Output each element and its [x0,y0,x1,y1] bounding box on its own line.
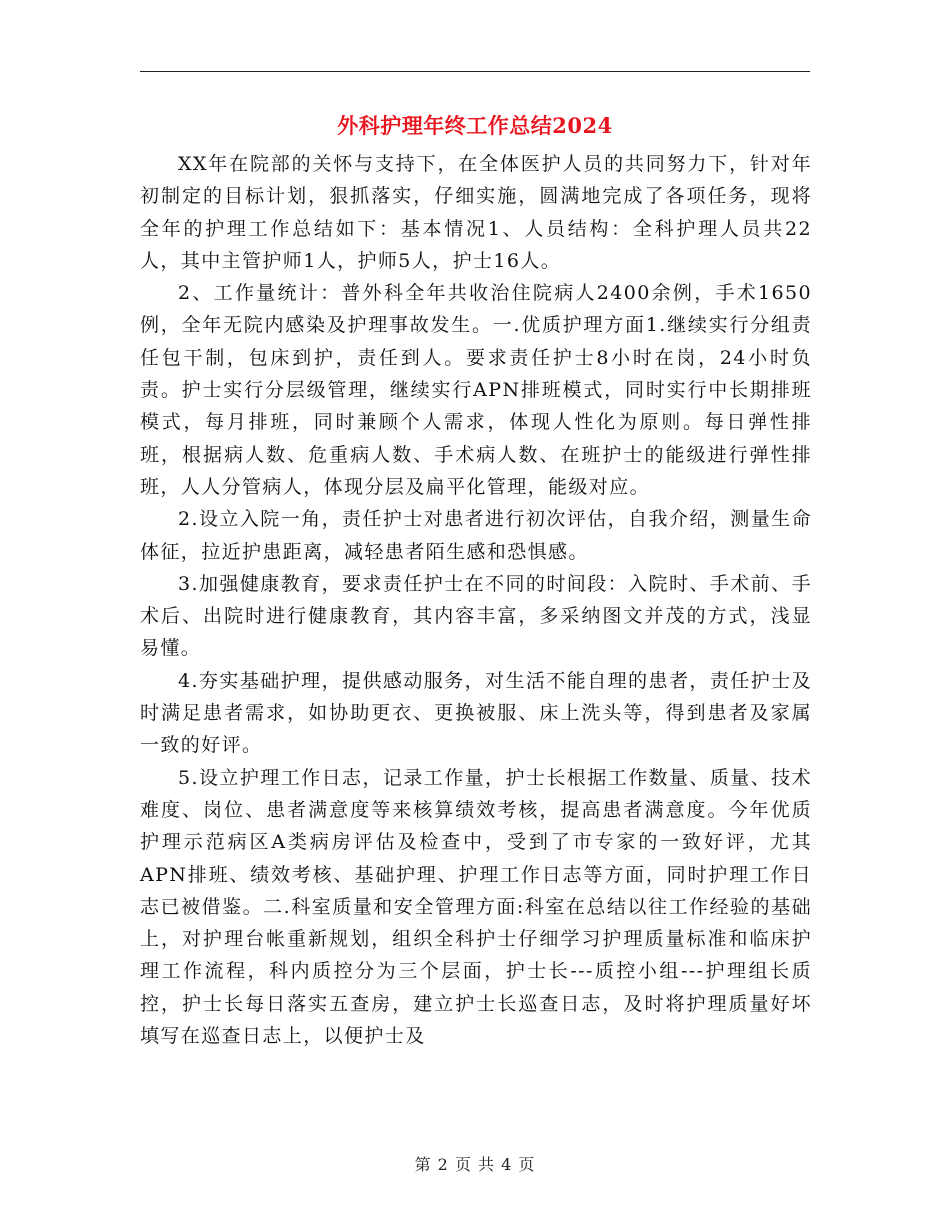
paragraph-health-education: 3.加强健康教育，要求责任护士在不同的时间段：入院时、手术前、手术后、出院时进行健康教育，其内容丰富，多采纳图文并茂的方式，浅显易懂。 [140,572,812,660]
document-body [140,148,812,1052]
page-footer: 第 2 页 共 4 页 [414,1155,536,1174]
paragraph-work-log: 5.设立护理工作日志，记录工作量，护士长根据工作数量、质量、技术难度、岗位、患者满意度等来核算绩效考核，提高患者满意度。今年优质护理示范病区A类病房评估及检查中，受到了市专家的一致好评，尤其APN排班、绩效考核、基础护理、护理工作日志等方面，同时护理工作日志已被借鉴。二.科室质量和安全管理方面:科室在总结以往工作经验的基础上，对护理台帐重新规划，组织全科护士仔细学习护理质量标准和临床护理工作流程，科内质控分为三个层面，护士长---质控小组---护理组长质控，护士长每日落实五查房，建立护士长巡查日志，及时将护理质量好坏填写在巡查日志上，以便护士及 [140,766,812,1048]
header-rule [140,71,810,72]
paragraph-basic-nursing: 4.夯实基础护理，提供感动服务，对生活不能自理的患者，责任护士及时满足患者需求，如协助更衣、更换被服、床上洗头等，得到患者及家属一致的好评。 [140,669,812,757]
paragraph-basic-info: XX年在院部的关怀与支持下，在全体医护人员的共同努力下，针对年初制定的目标计划，狠抓落实，仔细实施，圆满地完成了各项任务，现将全年的护理工作总结如下：基本情况1、人员结构：全科护理人员共22人，其中主管护师1人，护师5人，护士16人。 [140,153,812,272]
paragraph-workload: 2、工作量统计：普外科全年共收治住院病人2400余例，手术1650例，全年无院内感染及护理事故发生。一.优质护理方面1.继续实行分组责任包干制，包床到护，责任到人。要求责任护士8小时在岗，24小时负责。护士实行分层级管理，继续实行APN排班模式，同时实行中长期排班模式，每月排班，同时兼顾个人需求，体现人性化为原则。每日弹性排班，根据病人数、危重病人数、手术病人数、在班护士的能级进行弹性排班，人人分管病人，体现分层及扁平化管理，能级对应。 [140,282,812,498]
document-title: 外科护理年终工作总结2024 [337,113,613,138]
paragraph-admission-corner: 2.设立入院一角，责任护士对患者进行初次评估，自我介绍，测量生命体征，拉近护患距离，减轻患者陌生感和恐惧感。 [140,508,812,563]
